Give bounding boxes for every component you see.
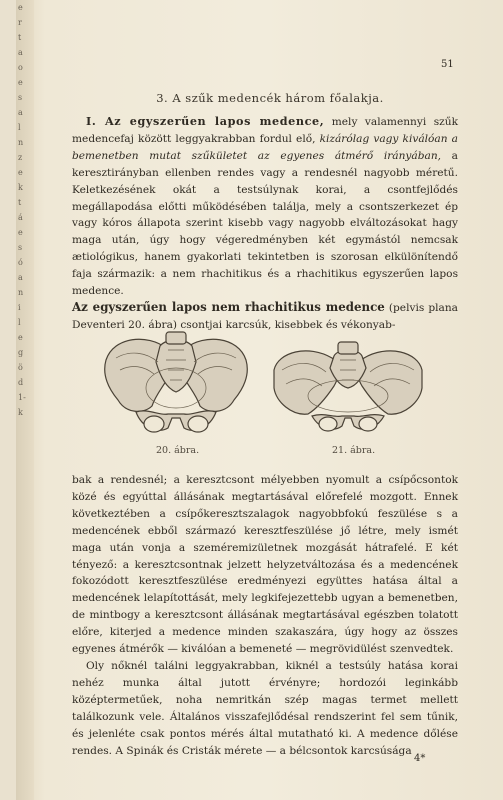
adjacent-page-fragment: s — [18, 243, 23, 252]
adjacent-page-fragment: s — [18, 93, 23, 102]
adjacent-page-fragment: k — [18, 183, 23, 192]
adjacent-page-fragment: n — [18, 138, 24, 147]
adjacent-page-fragment: t — [18, 33, 22, 42]
paragraph-lead: Az egyszerűen lapos nem rhachitikus medence — [72, 300, 385, 314]
paragraph-lead: I. Az egyszerűen lapos medence, — [86, 114, 325, 128]
adjacent-page-fragment: g — [18, 348, 24, 357]
page-number: 51 — [441, 59, 454, 70]
adjacent-page-fragment: a — [18, 108, 23, 117]
figure-caption-20: 20. ábra. — [156, 445, 200, 456]
figure-caption-21: 21. ábra. — [332, 445, 376, 456]
adjacent-page-fragment: e — [18, 168, 23, 177]
adjacent-page-fragment: n — [18, 288, 24, 297]
pelvis-illustration-fig21 — [268, 330, 428, 440]
adjacent-page-fragment: 1- — [18, 393, 26, 402]
paragraph-text: mely valamennyi szűk medencefaj között leggyakrabban fordul elő, — [72, 116, 458, 145]
paragraph-text: bak a rendesnél; a keresztcsont mélyebben nyomult a csípőcsontok közé és egyúttal állásának megtartásával előrefelé mozgott. Ennek következtében a csípőkeresztszalagok nagyobbfokú feszülése s a medencének ebből származó keresztfeszülése jő létre, mely ismét maga után vonja a szeméremizületnek mozgását hátrafelé. E két tényező: a keresztcsontnak jelzett helyzetváltozása és a medencének fokozódott keresztfeszülése eredményezi együttes hatása által a medencének lelapítottását, mely legkifejezettebb ugyan a bemenetben, de mintbogy a keresztcsont állásának megtartásával egészben tolatott előre, kiterjed a medence minden szakaszára, úgy hogy az összes egyenes átmérők — kiválóan a bemeneté — megrövidülést szenvedtek. — [72, 474, 458, 656]
paragraph-non-rhachitic — [72, 299, 458, 334]
section-title: 3. A szűk medencék három főalakja. — [156, 91, 384, 105]
adjacent-page-fragment: á — [18, 213, 23, 222]
adjacent-page-fragment: d — [18, 378, 24, 387]
figures-row — [96, 330, 456, 460]
paragraph-text: Oly nőknél találni leggyakrabban, kiknél a testsúly hatása korai nehéz munka által jutott érvényre; hordozói leginkább középtermetűek, noha nemritkán szép magas termet mellett találkozunk vele. Általános visszafejlődésal rendszerint fel sem tűnik, és jelenléte csak pontos mérés által mutatható ki. A medence dőlése rendes. A Spinák és Cristák mérete — a bélcsontok karcsúsága — [72, 660, 458, 757]
adjacent-page-fragment: ö — [18, 363, 23, 372]
adjacent-page-fragment: z — [18, 153, 23, 162]
paragraph-occurrence — [72, 658, 458, 759]
paragraph-emphasis: kizárólag vagy kiválóan a bemenetben mutat szűkületet az egyenes átmérő irányában, — [72, 132, 458, 162]
adjacent-page-fragment: ó — [18, 258, 23, 267]
adjacent-page-fragment: l — [18, 123, 21, 132]
adjacent-page-fragment: i — [18, 303, 21, 312]
book-page — [16, 0, 503, 800]
paragraph-text: (pelvis plana Deventeri 20. ábra) csontjai karcsúk, kisebbek és vékonyab- — [72, 302, 458, 331]
pelvis-illustration-fig20 — [96, 330, 256, 440]
adjacent-page-fragment: a — [18, 273, 23, 282]
adjacent-page-fragments — [16, 0, 34, 800]
adjacent-page-fragment: e — [18, 333, 23, 342]
adjacent-page-fragment: e — [18, 3, 23, 12]
adjacent-page-fragment: e — [18, 228, 23, 237]
adjacent-page-fragment: l — [18, 318, 21, 327]
adjacent-page-fragment: t — [18, 198, 22, 207]
adjacent-page-fragment: r — [18, 18, 22, 27]
adjacent-page-fragment: o — [18, 63, 23, 72]
paragraph-text: a keresztirányban ellenben rendes vagy a rendesnél nagyobb méretű. Keletkezésének okát a testsúlynak korai, a csontfejlődés megállapodása előtti működésében találja, mely a csontszerkezet ép vagy kóros állapota szerint kisebb vagy nagyobb elváltozásokat hagy maga után, úgy hogy végeredményben két egymástól nemcsak ætiológikus, hanem gyakorlati tekintetben is szorosan elkülönítendő faja származik: a nem rhachitikus és a rhachitikus egyszerűen lapos medence. — [72, 149, 458, 298]
paragraph-simple-flat-pelvis — [72, 113, 458, 300]
paragraph-continuation — [72, 472, 458, 658]
adjacent-page-fragment: k — [18, 408, 23, 417]
adjacent-page-fragment: a — [18, 48, 23, 57]
signature-mark: 4* — [414, 753, 426, 764]
adjacent-page-fragment: e — [18, 78, 23, 87]
